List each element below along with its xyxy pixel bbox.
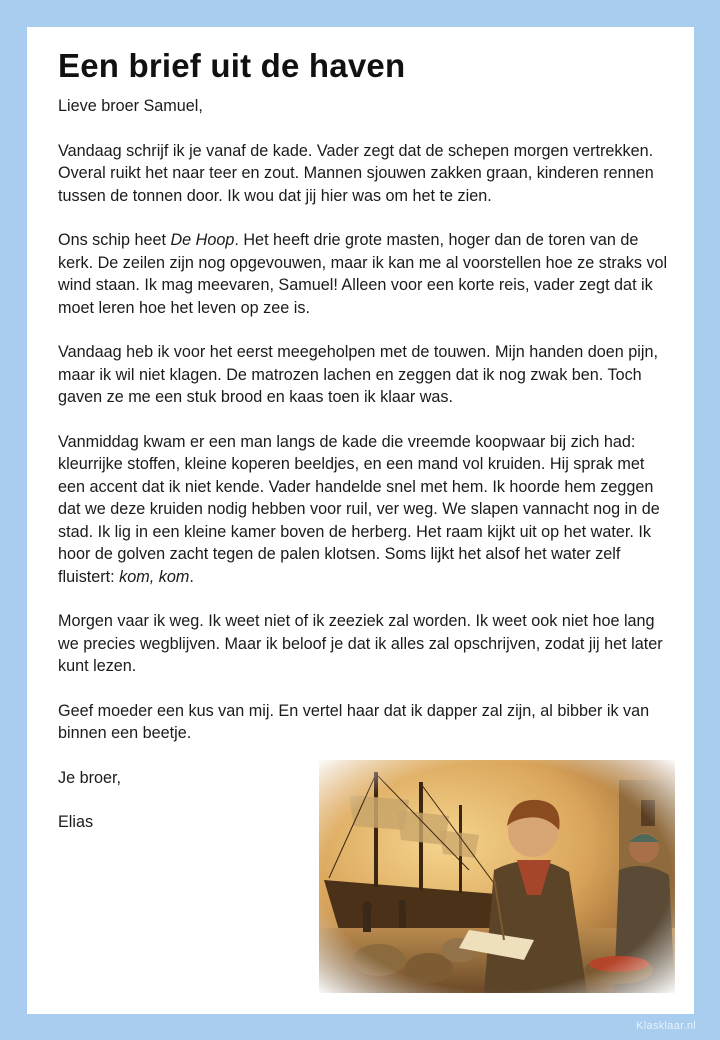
site-watermark: Klasklaar.nl	[636, 1020, 696, 1032]
paragraph-5: Morgen vaar ik weg. Ik weet niet of ik zeeziek zal worden. Ik weet ook niet hoe lang we precies wegblijven. Maar ik beloof je dat ik alles zal opschrijven, zodat jij het later kunt lezen.	[58, 612, 663, 675]
paragraph-2-start: Ons schip heet	[58, 231, 171, 249]
letter-content	[58, 47, 668, 856]
paragraph-2	[58, 229, 668, 319]
water-whisper: kom, kom	[119, 567, 190, 586]
paragraph-3: Vandaag heb ik voor het eerst meegeholpen met de touwen. Mijn handen doen pijn, maar ik wil niet klagen. De matrozen lachen en zeggen dat ik nog zwak ben. Toch gaven ze me een stuk brood en kaas toen ik klaar was.	[58, 343, 658, 406]
harbor-boy-illustration	[319, 760, 675, 993]
paragraph-6: Geef moeder een kus van mij. En vertel haar dat ik dapper zal zijn, al bibber ik van binnen een beetje.	[58, 701, 650, 742]
ship-name: De Hoop	[170, 231, 235, 249]
paragraph-1: Vandaag schrijf ik je vanaf de kade. Vader zegt dat de schepen morgen vertrekken. Overal ruikt het naar teer en zout. Mannen sjouwen zakken graan, kinderen rennen tussen de tonnen door. Ik wou dat jij hier was om het te zien.	[58, 141, 654, 205]
paragraph-4-end: .	[189, 567, 194, 586]
closing: Je broer,	[58, 768, 121, 787]
paragraph-4-text: Vanmiddag kwam er een man langs de kade die vreemde koopwaar bij zich had: kleurrijke stoffen, kleine koperen beeldjes, en een mand vol kruiden. Hij sprak met een accent dat ik niet kende. Vader handelde snel met hem. Ik hoorde hem zeggen dat we deze kruiden nodig hebben voor ruil, ver weg. We slapen vannacht nog in de stad. Ik lig in een kleine kamer boven de herberg. Het raam kijkt uit op het water. Ik hoor de golven zacht tegen de palen klotsen. Soms lijkt het alsof het water zelf fluistert:	[58, 432, 660, 586]
signature: Elias	[58, 813, 94, 831]
page-title: Een brief uit de haven	[58, 47, 406, 84]
paragraph-2-rest: . Het heeft drie grote masten, hoger dan de toren van de kerk. De zeilen zijn nog opgevouwen, maar ik kan me al voorstellen hoe ze straks vol wind staan. Ik mag meevaren, Samuel! Alleen voor een korte reis, vader zegt dat ik moet leren hoe het leven op zee is.	[58, 231, 668, 317]
letter-page	[27, 27, 694, 1014]
greeting: Lieve broer Samuel,	[58, 97, 203, 115]
paragraph-4	[58, 431, 668, 589]
